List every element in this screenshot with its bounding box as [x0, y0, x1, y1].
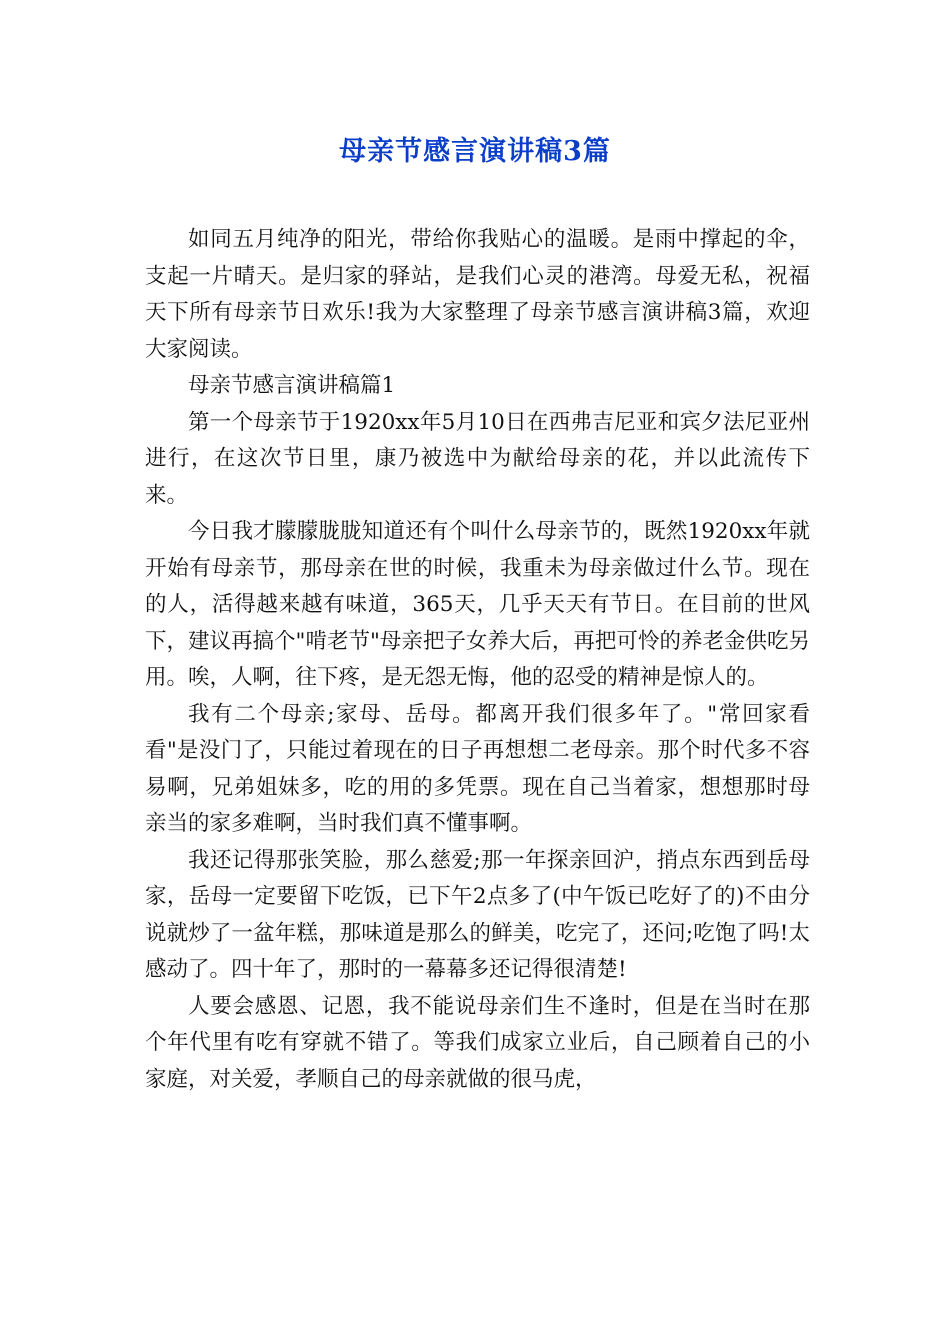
document-title: 母亲节感言演讲稿3篇 — [339, 136, 611, 167]
paragraph: 我有二个母亲;家母、岳母。都离开我们很多年了。"常回家看看"是没门了，只能过着现在的日子再想想二老母亲。那个时代多不容易啊，兄弟姐妹多，吃的用的多凭票。现在自己当着家，想想那时母亲当的家多难啊，当时我们真不懂事啊。 — [145, 701, 810, 836]
section-heading: 母亲节感言演讲稿篇1 — [188, 373, 396, 398]
paragraph: 人要会感恩、记恩，我不能说母亲们生不逢时，但是在当时在那个年代里有吃有穿就不错了。等我们成家立业后，自己顾着自己的小家庭，对关爱，孝顺自己的母亲就做的很马虎， — [145, 993, 810, 1092]
paragraph-intro: 如同五月纯净的阳光，带给你我贴心的温暖。是雨中撑起的伞，支起一片晴天。是归家的驿站，是我们心灵的港湾。母爱无私，祝福天下所有母亲节日欢乐!我为大家整理了母亲节感言演讲稿3篇，欢迎大家阅读。 — [145, 227, 810, 362]
document-body — [145, 222, 810, 1098]
paragraph: 今日我才朦朦胧胧知道还有个叫什么母亲节的，既然1920xx年就开始有母亲节，那母亲在世的时候，我重未为母亲做过什么节。现在的人，活得越来越有味道，365天，几乎天天有节日。在目前的世风下，建议再搞个"啃老节"母亲把子女养大后，再把可怜的养老金供吃另用。唉，人啊，往下疼，是无怨无悔，他的忍受的精神是惊人的。 — [145, 519, 810, 690]
paragraph: 我还记得那张笑脸，那么慈爱;那一年探亲回沪，捎点东西到岳母家，岳母一定要留下吃饭，已下午2点多了(中午饭已吃好了的)不由分说就炒了一盆年糕，那味道是那么的鲜美，吃完了，还问;吃饱了吗!太感动了。四十年了，那时的一幕幕多还记得很清楚! — [145, 847, 810, 982]
paragraph: 第一个母亲节于1920xx年5月10日在西弗吉尼亚和宾夕法尼亚州进行，在这次节日里，康乃被选中为献给母亲的花，并以此流传下来。 — [145, 409, 810, 508]
